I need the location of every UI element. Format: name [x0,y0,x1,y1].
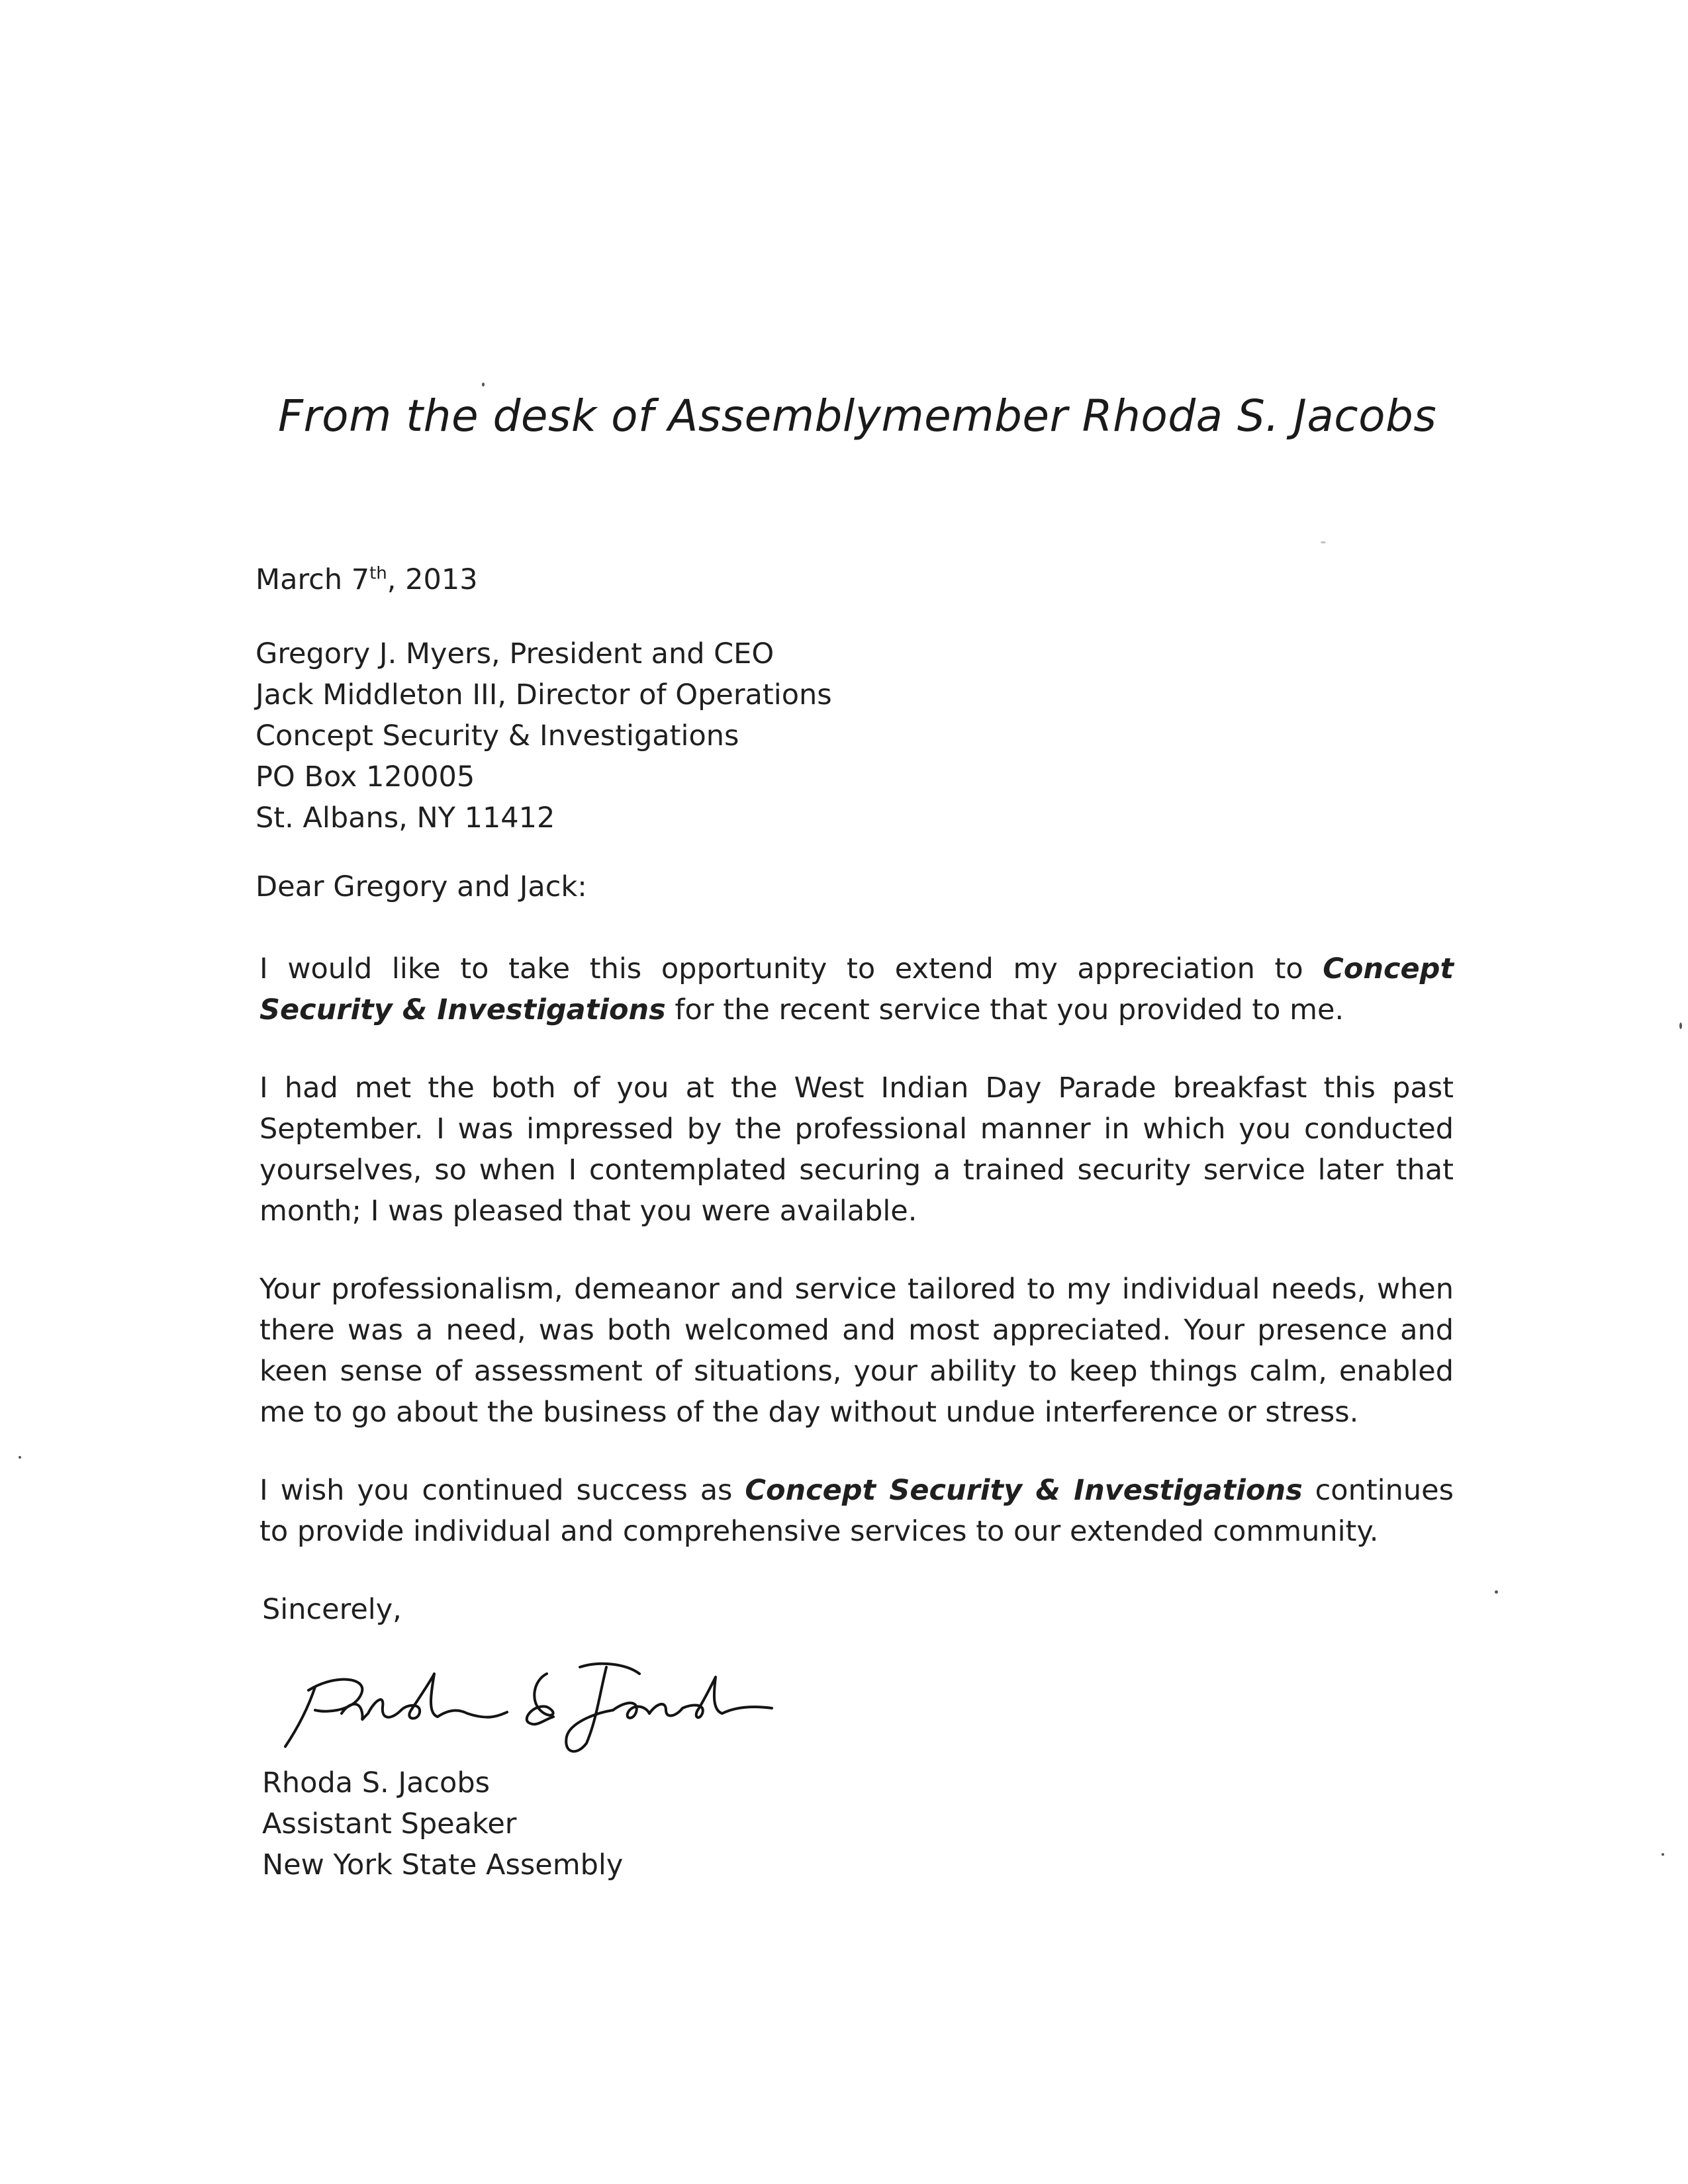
date-year: , 2013 [387,563,478,596]
letterhead-title: From the desk of Assemblymember Rhoda S. Jacobs [278,390,1437,441]
scan-speck [482,383,485,387]
date-suffix: th [369,563,387,584]
recipient-line: Concept Security & Investigations [256,719,739,752]
letter-body [256,559,1454,1886]
company-name-emphasis: Concept Security & Investigations [259,952,1454,1026]
date-month-day: March 7 [256,563,370,596]
salutation: Dear Gregory and Jack: [256,870,587,903]
signer-title: Assistant Speaker [262,1807,517,1841]
scan-speck [1662,1853,1664,1856]
body-paragraph-2: I had met the both of you at the West Indian Day Parade breakfast this past September. I was impressed by the professional manner in which you conducted yourselves, so when I contemplated securing a trained security service later that month; I was pleased that you were available. [259,1071,1454,1228]
letter-date [256,559,1454,600]
signer-organization: New York State Assembly [262,1848,624,1882]
scan-speck [1679,1023,1682,1029]
recipient-line: PO Box 120005 [256,760,475,794]
recipient-line: St. Albans, NY 11412 [256,801,555,835]
scan-speck [1321,541,1326,543]
handwritten-signature [269,1647,798,1760]
recipient-address [256,633,1454,839]
paragraph-text: I wish you continued success as [259,1474,745,1507]
body-paragraph-3: Your professionalism, demeanor and service tailored to my individual needs, when there was a need, was both welcomed and most appreciated. Your presence and keen sense of assessment of situations, your ability to keep things calm, enabled me to go about the business of the day without undue interference or stress. [259,1273,1454,1429]
scan-speck [1495,1590,1498,1594]
paragraph-text: continues to provide individual and comprehensive services to our extended community. [259,1474,1454,1548]
body-paragraph-1 [256,948,1454,1030]
paragraph-text: for the recent service that you provided to me. [665,993,1344,1026]
scan-speck [19,1456,21,1459]
paragraph-text: I would like to take this opportunity to extend my appreciation to [259,952,1323,985]
signature-block [256,1762,1454,1886]
body-paragraph-4 [256,1470,1454,1552]
recipient-line: Gregory J. Myers, President and CEO [256,637,774,670]
closing: Sincerely, [262,1593,402,1626]
signer-name: Rhoda S. Jacobs [262,1766,491,1799]
recipient-line: Jack Middleton III, Director of Operations [256,678,832,711]
company-name-emphasis: Concept Security & Investigations [745,1474,1303,1507]
